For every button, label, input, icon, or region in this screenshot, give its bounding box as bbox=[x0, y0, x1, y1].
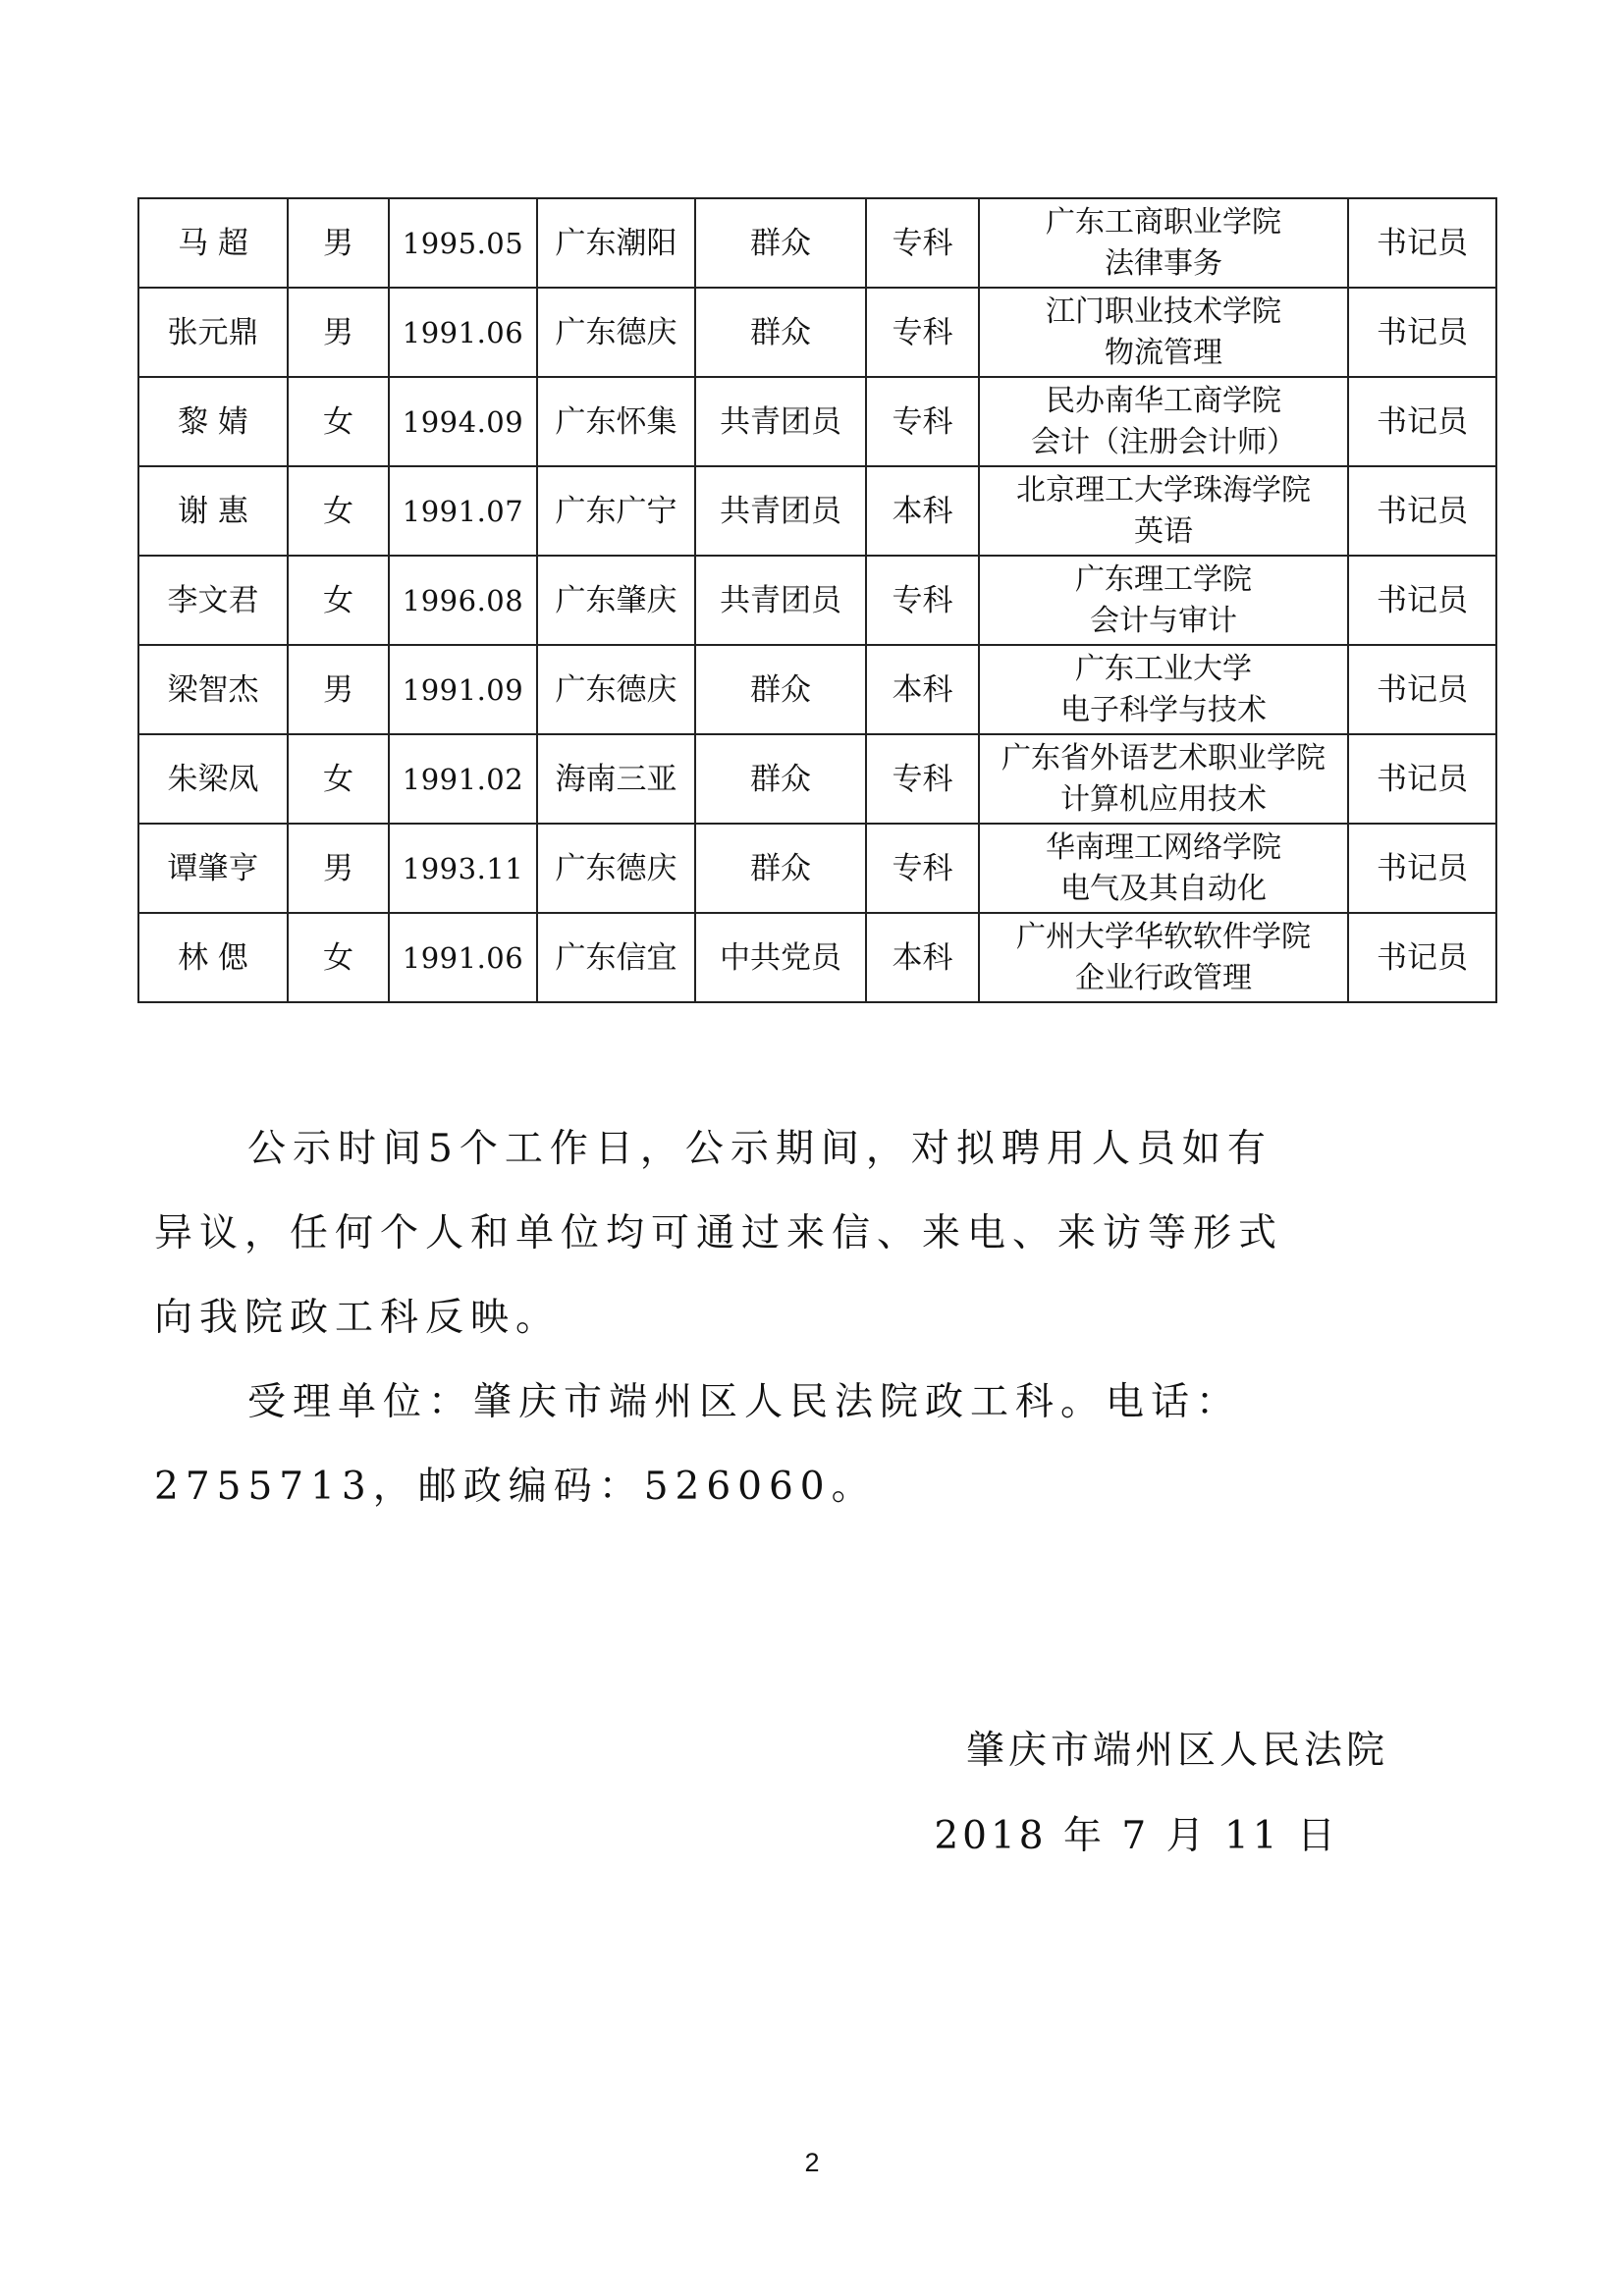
table-row bbox=[138, 377, 1496, 466]
origin-cell: 广东怀集 bbox=[537, 377, 695, 466]
origin-cell: 广东信宜 bbox=[537, 913, 695, 1002]
birth-cell: 1994.09 bbox=[389, 377, 537, 466]
school-cell bbox=[979, 824, 1348, 913]
school-name: 广州大学华软软件学院 bbox=[1016, 919, 1311, 954]
gender-cell: 女 bbox=[288, 913, 389, 1002]
origin-cell: 广东德庆 bbox=[537, 645, 695, 734]
politics-cell: 群众 bbox=[695, 824, 866, 913]
position-cell: 书记员 bbox=[1348, 377, 1496, 466]
position-cell: 书记员 bbox=[1348, 198, 1496, 288]
name-cell: 谭肇亨 bbox=[138, 824, 288, 913]
birth-cell: 1991.09 bbox=[389, 645, 537, 734]
school-cell bbox=[979, 198, 1348, 288]
education-cell: 专科 bbox=[866, 556, 979, 645]
birth-cell: 1991.07 bbox=[389, 466, 537, 556]
school-cell bbox=[979, 645, 1348, 734]
major-name: 英语 bbox=[1134, 513, 1193, 549]
school-name: 广东省外语艺术职业学院 bbox=[1001, 740, 1326, 775]
name-cell: 梁智杰 bbox=[138, 645, 288, 734]
signature-organization: 肇庆市端州区人民法院 bbox=[965, 1729, 1388, 1773]
gender-cell: 男 bbox=[288, 198, 389, 288]
position-cell: 书记员 bbox=[1348, 556, 1496, 645]
table-row bbox=[138, 466, 1496, 556]
major-name: 电气及其自动化 bbox=[1060, 871, 1267, 906]
origin-cell: 广东德庆 bbox=[537, 288, 695, 377]
major-name: 物流管理 bbox=[1105, 335, 1222, 370]
table-row bbox=[138, 734, 1496, 824]
politics-cell: 共青团员 bbox=[695, 556, 866, 645]
origin-cell: 广东肇庆 bbox=[537, 556, 695, 645]
origin-cell: 广东德庆 bbox=[537, 824, 695, 913]
notice-paragraph-contact: 受理单位：肇庆市端州区人民法院政工科。电话：2755713，邮政编码：526060。 bbox=[154, 1380, 1242, 1509]
origin-cell: 广东潮阳 bbox=[537, 198, 695, 288]
notice-paragraph-period: 公示时间5个工作日，公示期间，对拟聘用人员如有异议，任何个人和单位均可通过来信、来电、来访等形式向我院政工科反映。 bbox=[154, 1127, 1284, 1340]
birth-cell: 1991.06 bbox=[389, 288, 537, 377]
name-cell: 朱梁凤 bbox=[138, 734, 288, 824]
school-name: 民办南华工商学院 bbox=[1046, 383, 1281, 418]
position-cell: 书记员 bbox=[1348, 466, 1496, 556]
politics-cell: 群众 bbox=[695, 645, 866, 734]
gender-cell: 女 bbox=[288, 466, 389, 556]
table-row bbox=[138, 556, 1496, 645]
school-name: 广东工业大学 bbox=[1075, 651, 1252, 686]
table-row bbox=[138, 824, 1496, 913]
major-name: 会计与审计 bbox=[1090, 603, 1237, 638]
school-cell bbox=[979, 556, 1348, 645]
gender-cell: 男 bbox=[288, 288, 389, 377]
school-name: 广东工商职业学院 bbox=[1046, 204, 1281, 240]
school-cell bbox=[979, 377, 1348, 466]
name-cell: 黎 婧 bbox=[138, 377, 288, 466]
education-cell: 专科 bbox=[866, 377, 979, 466]
politics-cell: 群众 bbox=[695, 288, 866, 377]
table-row bbox=[138, 913, 1496, 1002]
education-cell: 专科 bbox=[866, 198, 979, 288]
name-cell: 马 超 bbox=[138, 198, 288, 288]
politics-cell: 共青团员 bbox=[695, 466, 866, 556]
school-name: 北京理工大学珠海学院 bbox=[1016, 472, 1311, 507]
birth-cell: 1993.11 bbox=[389, 824, 537, 913]
position-cell: 书记员 bbox=[1348, 824, 1496, 913]
name-cell: 李文君 bbox=[138, 556, 288, 645]
signature-date: 2018 年 7 月 11 日 bbox=[934, 1814, 1339, 1858]
position-cell: 书记员 bbox=[1348, 913, 1496, 1002]
education-cell: 本科 bbox=[866, 466, 979, 556]
personnel-table-body bbox=[138, 198, 1496, 1002]
table-row bbox=[138, 198, 1496, 288]
school-name: 华南理工网络学院 bbox=[1046, 829, 1281, 865]
politics-cell: 共青团员 bbox=[695, 377, 866, 466]
position-cell: 书记员 bbox=[1348, 734, 1496, 824]
politics-cell: 中共党员 bbox=[695, 913, 866, 1002]
name-cell: 张元鼎 bbox=[138, 288, 288, 377]
major-name: 电子科学与技术 bbox=[1060, 692, 1267, 727]
education-cell: 专科 bbox=[866, 824, 979, 913]
table-row bbox=[138, 288, 1496, 377]
birth-cell: 1991.02 bbox=[389, 734, 537, 824]
name-cell: 谢 惠 bbox=[138, 466, 288, 556]
major-name: 企业行政管理 bbox=[1075, 960, 1252, 995]
gender-cell: 女 bbox=[288, 734, 389, 824]
major-name: 计算机应用技术 bbox=[1060, 781, 1267, 817]
gender-cell: 男 bbox=[288, 824, 389, 913]
personnel-table bbox=[137, 197, 1497, 1003]
school-cell bbox=[979, 288, 1348, 377]
name-cell: 林 偲 bbox=[138, 913, 288, 1002]
position-cell: 书记员 bbox=[1348, 288, 1496, 377]
politics-cell: 群众 bbox=[695, 734, 866, 824]
position-cell: 书记员 bbox=[1348, 645, 1496, 734]
gender-cell: 男 bbox=[288, 645, 389, 734]
school-cell bbox=[979, 734, 1348, 824]
birth-cell: 1991.06 bbox=[389, 913, 537, 1002]
gender-cell: 女 bbox=[288, 556, 389, 645]
school-name: 江门职业技术学院 bbox=[1046, 294, 1281, 329]
education-cell: 专科 bbox=[866, 734, 979, 824]
major-name: 法律事务 bbox=[1105, 245, 1222, 281]
birth-cell: 1995.05 bbox=[389, 198, 537, 288]
politics-cell: 群众 bbox=[695, 198, 866, 288]
origin-cell: 广东广宁 bbox=[537, 466, 695, 556]
school-name: 广东理工学院 bbox=[1075, 561, 1252, 597]
gender-cell: 女 bbox=[288, 377, 389, 466]
school-cell bbox=[979, 913, 1348, 1002]
origin-cell: 海南三亚 bbox=[537, 734, 695, 824]
education-cell: 本科 bbox=[866, 645, 979, 734]
school-cell bbox=[979, 466, 1348, 556]
education-cell: 专科 bbox=[866, 288, 979, 377]
major-name: 会计（注册会计师） bbox=[1031, 424, 1296, 459]
education-cell: 本科 bbox=[866, 913, 979, 1002]
page-number: 2 bbox=[804, 2148, 820, 2177]
birth-cell: 1996.08 bbox=[389, 556, 537, 645]
table-row bbox=[138, 645, 1496, 734]
